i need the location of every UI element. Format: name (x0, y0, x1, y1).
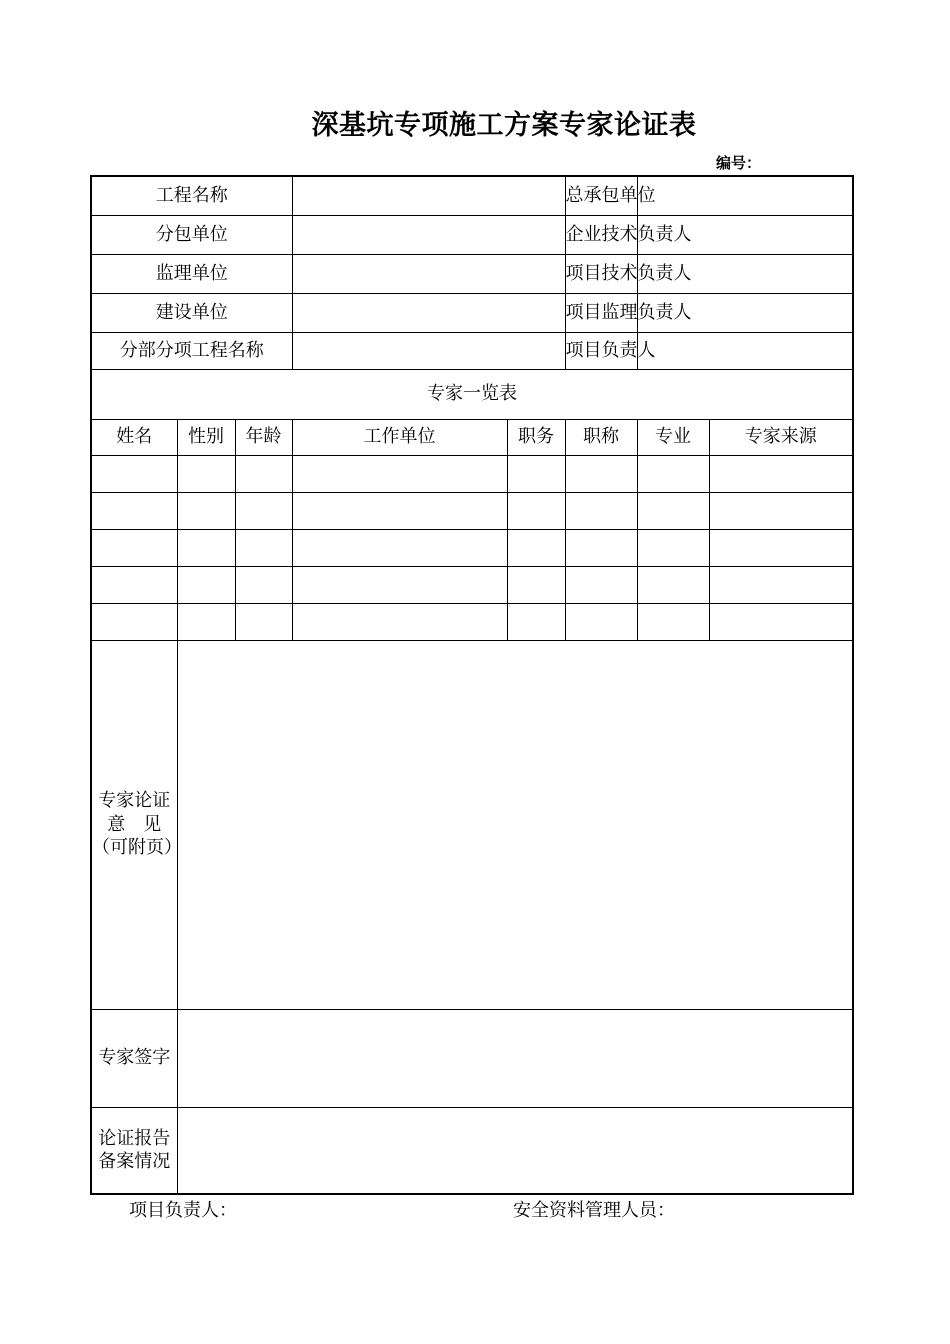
opinion-row (91, 640, 853, 1009)
info-value-supervision-unit[interactable] (292, 254, 565, 293)
info-label-project-name: 工程名称 (91, 176, 292, 215)
header-gender: 性别 (177, 419, 235, 455)
filing-label-line: 论证报告 (98, 1127, 171, 1149)
opinion-label-line: （可附页） (92, 837, 182, 859)
info-value-construction-unit[interactable] (292, 293, 565, 332)
expert-cell[interactable] (235, 492, 292, 529)
expert-cell[interactable] (177, 603, 235, 640)
expert-cell[interactable] (507, 455, 565, 492)
expert-cell[interactable] (292, 492, 507, 529)
expert-cell[interactable] (709, 492, 853, 529)
filing-label-line: 备案情况 (98, 1151, 171, 1173)
expert-list-title: 专家一览表 (91, 369, 853, 419)
opinion-label-line: 意 见 (107, 813, 162, 835)
info-value-project-name[interactable] (292, 176, 565, 215)
info-row (91, 215, 853, 254)
project-manager-signature-label: 项目负责人： (129, 1200, 237, 1221)
signature-content[interactable] (177, 1009, 853, 1107)
info-label-subcontractor: 分包单位 (91, 215, 292, 254)
info-label-general-contractor: 总承包单位 (565, 176, 637, 215)
expert-cell[interactable] (709, 566, 853, 603)
expert-cell[interactable] (292, 603, 507, 640)
expert-cell[interactable] (507, 566, 565, 603)
expert-table-header (91, 419, 853, 455)
opinion-label-line: 专家论证 (98, 790, 171, 812)
expert-cell[interactable] (565, 455, 637, 492)
expert-cell[interactable] (637, 492, 709, 529)
expert-row (91, 603, 853, 640)
expert-cell[interactable] (292, 455, 507, 492)
header-title: 职称 (565, 419, 637, 455)
expert-cell[interactable] (177, 529, 235, 566)
info-label-enterprise-tech-lead: 企业技术负责人 (565, 215, 637, 254)
safety-staff-signature-label: 安全资料管理人员： (513, 1200, 675, 1221)
expert-cell[interactable] (177, 455, 235, 492)
header-name: 姓名 (91, 419, 177, 455)
expert-cell[interactable] (177, 566, 235, 603)
expert-cell[interactable] (709, 455, 853, 492)
expert-cell[interactable] (292, 529, 507, 566)
expert-cell[interactable] (235, 603, 292, 640)
info-value-general-contractor[interactable] (637, 176, 853, 215)
expert-cell[interactable] (709, 529, 853, 566)
info-row (91, 176, 853, 215)
info-label-sub-project-name: 分部分项工程名称 (91, 332, 292, 369)
filing-content[interactable] (177, 1107, 853, 1194)
expert-review-form (90, 175, 854, 1195)
info-row (91, 293, 853, 332)
header-specialty: 专业 (637, 419, 709, 455)
expert-cell[interactable] (637, 566, 709, 603)
opinion-content[interactable] (177, 640, 853, 1009)
expert-cell[interactable] (507, 603, 565, 640)
expert-cell[interactable] (177, 492, 235, 529)
expert-cell[interactable] (235, 455, 292, 492)
opinion-label (91, 640, 182, 1009)
header-work-unit: 工作单位 (292, 419, 507, 455)
expert-cell[interactable] (507, 529, 565, 566)
document-title: 深基坑专项施工方案专家论证表 (311, 110, 697, 141)
info-row (91, 332, 853, 369)
expert-row (91, 455, 853, 492)
info-label-supervision-unit: 监理单位 (91, 254, 292, 293)
expert-cell[interactable] (637, 455, 709, 492)
expert-cell[interactable] (565, 603, 637, 640)
expert-cell[interactable] (709, 603, 853, 640)
expert-cell[interactable] (91, 566, 177, 603)
info-label-project-tech-lead: 项目技术负责人 (565, 254, 637, 293)
expert-cell[interactable] (292, 566, 507, 603)
expert-row (91, 492, 853, 529)
expert-cell[interactable] (91, 529, 177, 566)
expert-cell[interactable] (91, 492, 177, 529)
filing-label (91, 1107, 177, 1194)
info-value-subcontractor[interactable] (292, 215, 565, 254)
info-label-construction-unit: 建设单位 (91, 293, 292, 332)
expert-cell[interactable] (507, 492, 565, 529)
expert-cell[interactable] (637, 603, 709, 640)
expert-row (91, 529, 853, 566)
info-value-sub-project-name[interactable] (292, 332, 565, 369)
expert-cell[interactable] (235, 566, 292, 603)
signature-row (91, 1009, 853, 1107)
expert-cell[interactable] (565, 492, 637, 529)
expert-cell[interactable] (91, 603, 177, 640)
info-label-project-manager: 项目负责人 (565, 332, 637, 369)
info-row (91, 254, 853, 293)
expert-list-title-row (91, 369, 853, 419)
signature-label: 专家签字 (91, 1009, 177, 1107)
expert-cell[interactable] (565, 529, 637, 566)
filing-row (91, 1107, 853, 1194)
document-number-label: 编号： (716, 154, 762, 172)
info-label-project-supervision-lead: 项目监理负责人 (565, 293, 637, 332)
expert-cell[interactable] (91, 455, 177, 492)
info-value-project-manager[interactable] (637, 332, 853, 369)
expert-row (91, 566, 853, 603)
header-position: 职务 (507, 419, 565, 455)
expert-cell[interactable] (235, 529, 292, 566)
header-expert-source: 专家来源 (709, 419, 853, 455)
expert-cell[interactable] (637, 529, 709, 566)
header-age: 年龄 (235, 419, 292, 455)
expert-cell[interactable] (565, 566, 637, 603)
